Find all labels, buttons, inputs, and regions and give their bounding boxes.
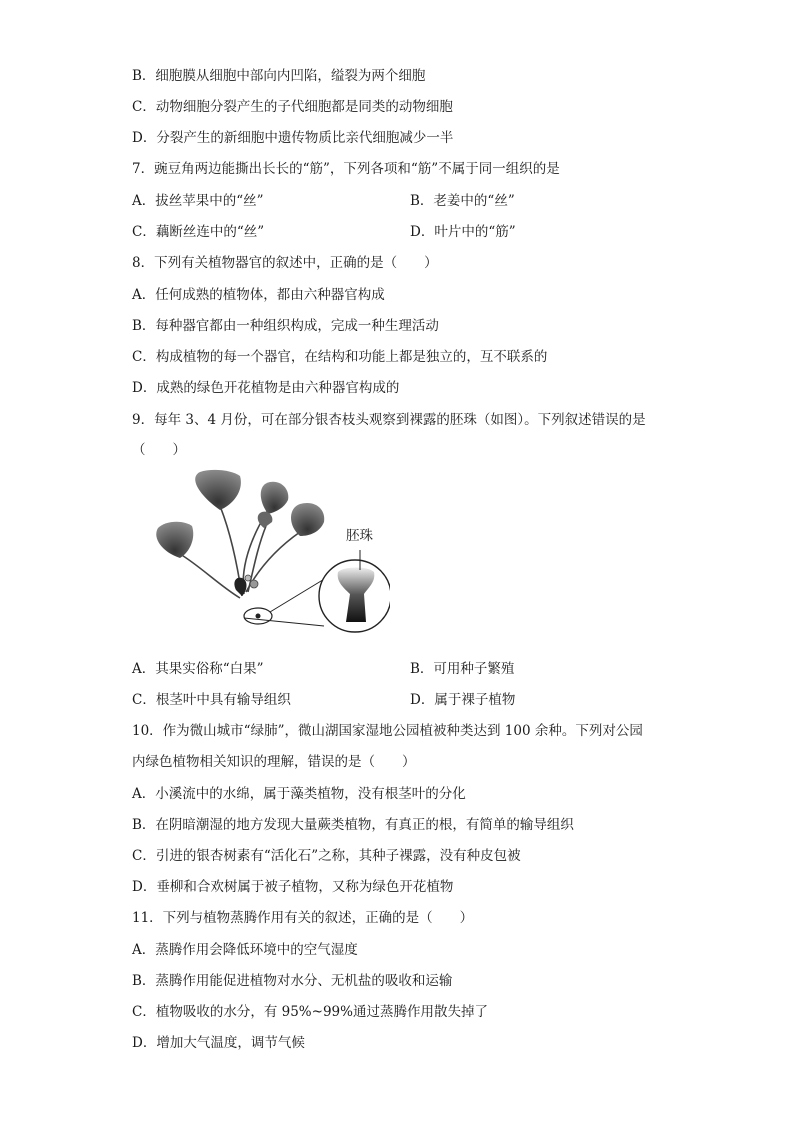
q6-option-c: C．动物细胞分裂产生的子代细胞都是同类的动物细胞 bbox=[132, 99, 453, 115]
q8-option-d: D．成熟的绿色开花植物是由六种器官构成的 bbox=[132, 380, 400, 396]
q11-option-d: D．增加大气温度，调节气候 bbox=[132, 1035, 305, 1051]
question-7: 7．豌豆角两边能撕出长长的“筋”，下列各项和“筋”不属于同一组织的是 bbox=[132, 161, 560, 177]
q8-option-a: A．任何成熟的植物体，都由六种器官构成 bbox=[132, 287, 385, 303]
q8-option-c: C．构成植物的每一个器官，在结构和功能上都是独立的，互不联系的 bbox=[132, 349, 548, 365]
question-10: 10．作为微山城市“绿肺”，微山湖国家湿地公园植被种类达到 100 余种。下列对公园 bbox=[132, 723, 643, 739]
q10-option-b: B．在阴暗潮湿的地方发现大量蕨类植物，有真正的根，有简单的输导组织 bbox=[132, 817, 574, 833]
q7-option-c: C．藕断丝连中的“丝” bbox=[132, 224, 265, 240]
q10-option-c: C．引进的银杏树素有“活化石”之称，其种子裸露，没有种皮包被 bbox=[132, 848, 521, 864]
q9-option-d: D．属于裸子植物 bbox=[410, 692, 516, 708]
q8-option-b: B．每种器官都由一种组织构成，完成一种生理活动 bbox=[132, 318, 439, 334]
question-11: 11．下列与植物蒸腾作用有关的叙述，正确的是（ ） bbox=[132, 910, 474, 926]
q7-option-b: B．老姜中的“丝” bbox=[410, 193, 515, 209]
q7-option-a: A．拔丝苹果中的“丝” bbox=[132, 193, 264, 209]
q10-option-d: D．垂柳和合欢树属于被子植物，又称为绿色开花植物 bbox=[132, 879, 454, 895]
question-10-cont: 内绿色植物相关知识的理解，错误的是（ ） bbox=[132, 754, 416, 770]
q9-option-a: A．其果实俗称“白果” bbox=[132, 661, 264, 677]
question-8: 8．下列有关植物器官的叙述中，正确的是（ ） bbox=[132, 255, 438, 271]
q7-option-d: D．叶片中的“筋” bbox=[410, 224, 516, 240]
ginkgo-branch-icon bbox=[140, 466, 390, 636]
q6-option-d: D．分裂产生的新细胞中遗传物质比亲代细胞减少一半 bbox=[132, 130, 454, 146]
q11-option-a: A．蒸腾作用会降低环境中的空气湿度 bbox=[132, 942, 358, 958]
q11-option-b: B．蒸腾作用能促进植物对水分、无机盐的吸收和运输 bbox=[132, 973, 453, 989]
q6-option-b: B．细胞膜从细胞中部向内凹陷，缢裂为两个细胞 bbox=[132, 68, 426, 84]
ovule-label: 胚珠 bbox=[346, 528, 373, 544]
q11-option-c: C．植物吸收的水分，有 95%~99%通过蒸腾作用散失掉了 bbox=[132, 1004, 488, 1020]
q10-option-a: A．小溪流中的水绵，属于藻类植物，没有根茎叶的分化 bbox=[132, 786, 466, 802]
q9-option-c: C．根茎叶中具有输导组织 bbox=[132, 692, 291, 708]
question-9: 9．每年 3、4 月份，可在部分银杏枝头观察到裸露的胚珠（如图）。下列叙述错误的是 bbox=[132, 412, 646, 428]
q9-option-b: B．可用种子繁殖 bbox=[410, 661, 515, 677]
q9-paren: （ ） bbox=[132, 442, 186, 458]
